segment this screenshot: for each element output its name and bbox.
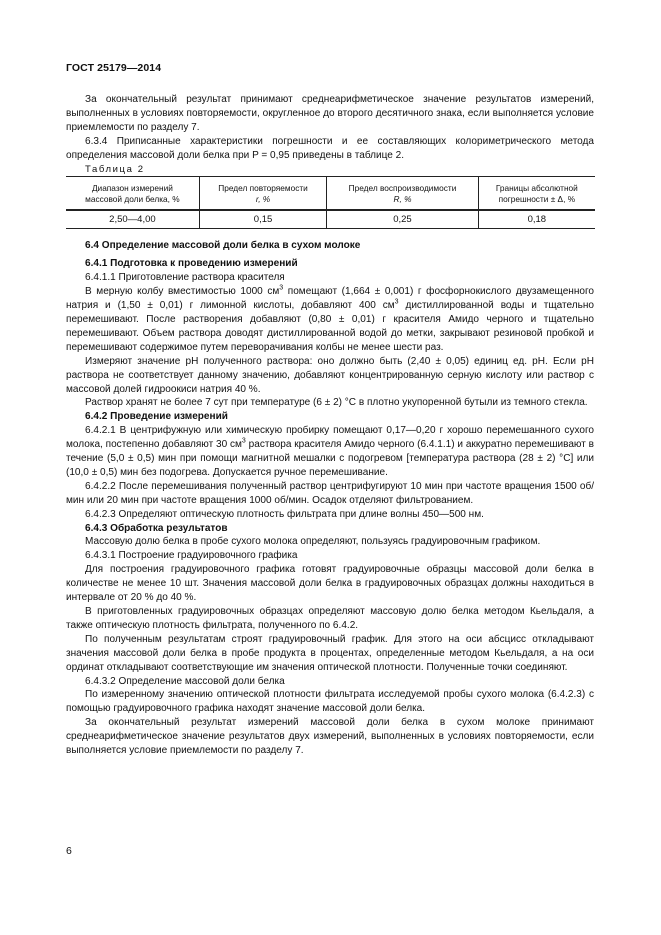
paragraph-text: В мерную колбу вместимостью 1000 см: [85, 286, 280, 298]
table-header-line: R, %: [393, 193, 412, 204]
subsection-title: 6.4.3 Обработка результатов: [85, 522, 228, 534]
superscript: 3: [279, 284, 284, 292]
paragraph-text: дистиллированной воды и тщательно перемешивают. После растворения добавляют (0,80 ± 0,01) г красителя Амидо черного и тщательно перемешивают. Объем раствора доводят дистиллированной водой до метки, закрывают резиновой пробкой и перемешивают содержимое путем переворачивания колбы не менее шести раз.: [66, 300, 594, 353]
table-header-line: массовой доли белка, %: [85, 193, 180, 204]
superscript: 3: [241, 437, 246, 445]
paragraph: За окончательный результат измерений массовой доли белка в сухом молоке принимают среднеарифметическое значение результатов двух измерений, выполненных в условиях повторяемости, если выполняется условие приемлемости по разделу 7.: [66, 717, 594, 757]
superscript: 3: [394, 298, 399, 306]
paragraph: 6.3.4 Приписанные характеристики погрешности и ее составляющих колориметрического метода определения массовой доли белка при P = 0,95 приведены в таблице 2.: [66, 135, 594, 161]
paragraph: Раствор хранят не более 7 сут при температуре (6 ± 2) °С в плотно укупоренной бутыли из темного стекла.: [85, 397, 588, 409]
table-caption: Таблица 2: [85, 163, 145, 175]
paragraph: По полученным результатам строят градуировочный график. Для этого на оси абсцисс откладывают значения массовой доли белка в пробе продукта в процентах, определенные методом Кьельдаля, а на оси ординат откладывают соответствующие им значения оптической плотности. Полученные точки соединяют.: [66, 633, 594, 673]
paragraph: [66, 285, 594, 355]
page-number: 6: [66, 845, 72, 857]
table-cell: 2,50—4,00: [66, 210, 199, 229]
table-header-line: погрешности ± Δ, %: [498, 193, 576, 204]
table-header-line: r, %: [255, 193, 271, 204]
table-cell: 0,18: [478, 210, 595, 229]
table-row: [66, 210, 595, 229]
paragraph: Для построения градуировочного графика готовят градуировочные образцы массовой доли белка в количестве не менее 10 шт. Значения массовой доли белка в градуировочных образцах должны находиться в интервале от 20 % до 40 %.: [66, 564, 594, 604]
paragraph: 6.4.2.3 Определяют оптическую плотность фильтрата при длине волны 450—500 нм.: [85, 508, 484, 520]
paragraph: Измеряют значение pH полученного раствора: оно должно быть (2,40 ± 0,05) единиц ед. pH. Если pH раствора не соответствует данному значению, добавляют концентрированную серную кислоту или раствор с массовой долей гидроокиси натрия 40 %.: [66, 355, 594, 395]
table-header-cell: [66, 177, 199, 211]
table-cell: 0,15: [199, 210, 326, 229]
paragraph: 6.4.2.2 После перемешивания полученный раствор центрифугируют 10 мин при частоте вращения 1500 об/мин или 20 мин при частоте вращения 1000 об/мин. Осадок отделяют фильтрованием.: [66, 480, 594, 506]
subsection-title: 6.4.2 Проведение измерений: [85, 411, 228, 423]
paragraph: Массовую долю белка в пробе сухого молока определяют, пользуясь градуировочным графиком.: [85, 536, 541, 548]
table-header-cell: [327, 177, 478, 211]
paragraph: [66, 424, 594, 480]
document-body: [66, 93, 594, 758]
section-title: 6.4 Определение массовой доли белка в сухом молоке: [85, 240, 361, 252]
table-2: [66, 176, 595, 229]
table-header-line: Предел воспроизводимости: [348, 183, 457, 194]
paragraph: В приготовленных градуировочных образцах определяют массовую долю белка методом Кьельдаля, а также оптическую плотность фильтрата, полученного по 6.4.2.: [66, 606, 594, 631]
paragraph-text: помещают (1,664 ± 0,001) г фосфорнокислого двузамещенного натрия и (1,50 ± 0,01) г лимонной кислоты, добавляют 400 см: [66, 286, 594, 312]
paragraph: За окончательный результат принимают среднеарифметическое значение результатов измерений, выполненных в условиях повторяемости, округленное до второго десятичного знака, если выполняется условие приемлемости по разделу 7.: [66, 94, 594, 133]
table-cell: 0,25: [327, 210, 478, 229]
table-header-line: Диапазон измерений: [91, 183, 173, 194]
table-header-cell: [199, 177, 326, 211]
subsubsection-title: 6.4.1.1 Приготовление раствора красителя: [85, 272, 285, 284]
standard-header: ГОСТ 25179—2014: [66, 62, 162, 74]
subsubsection-title: 6.4.3.1 Построение градуировочного графика: [85, 550, 298, 562]
subsection-title: 6.4.1 Подготовка к проведению измерений: [85, 258, 298, 270]
paragraph-text: раствора красителя Амидо черного (6.4.1.1) и аккуратно перемешивают в течение (5,0 ± 0,5) мин при помощи магнитной мешалки с подогревом [температура раствора (28 ± 2) °С] или (10,0 ± 0,5) мин без подогрева. Допускается ручное перемешивание.: [66, 439, 594, 478]
table-header-cell: [478, 177, 595, 211]
table-header-line: Предел повторяемости: [218, 183, 308, 194]
paragraph: По измеренному значению оптической плотности фильтрата исследуемой пробы сухого молока (6.4.2.3) с помощью градуировочного графика находят значение массовой доли белка.: [66, 689, 594, 715]
paragraph-text: 6.4.2.1 В центрифужную или химическую пробирку помещают 0,17—0,20 г хорошо перемешанного сухого молока, постепенно добавляют 30 см: [66, 425, 594, 451]
table-header-line: Границы абсолютной: [495, 183, 578, 194]
subsubsection-title: 6.4.3.2 Определение массовой доли белка: [85, 675, 285, 687]
